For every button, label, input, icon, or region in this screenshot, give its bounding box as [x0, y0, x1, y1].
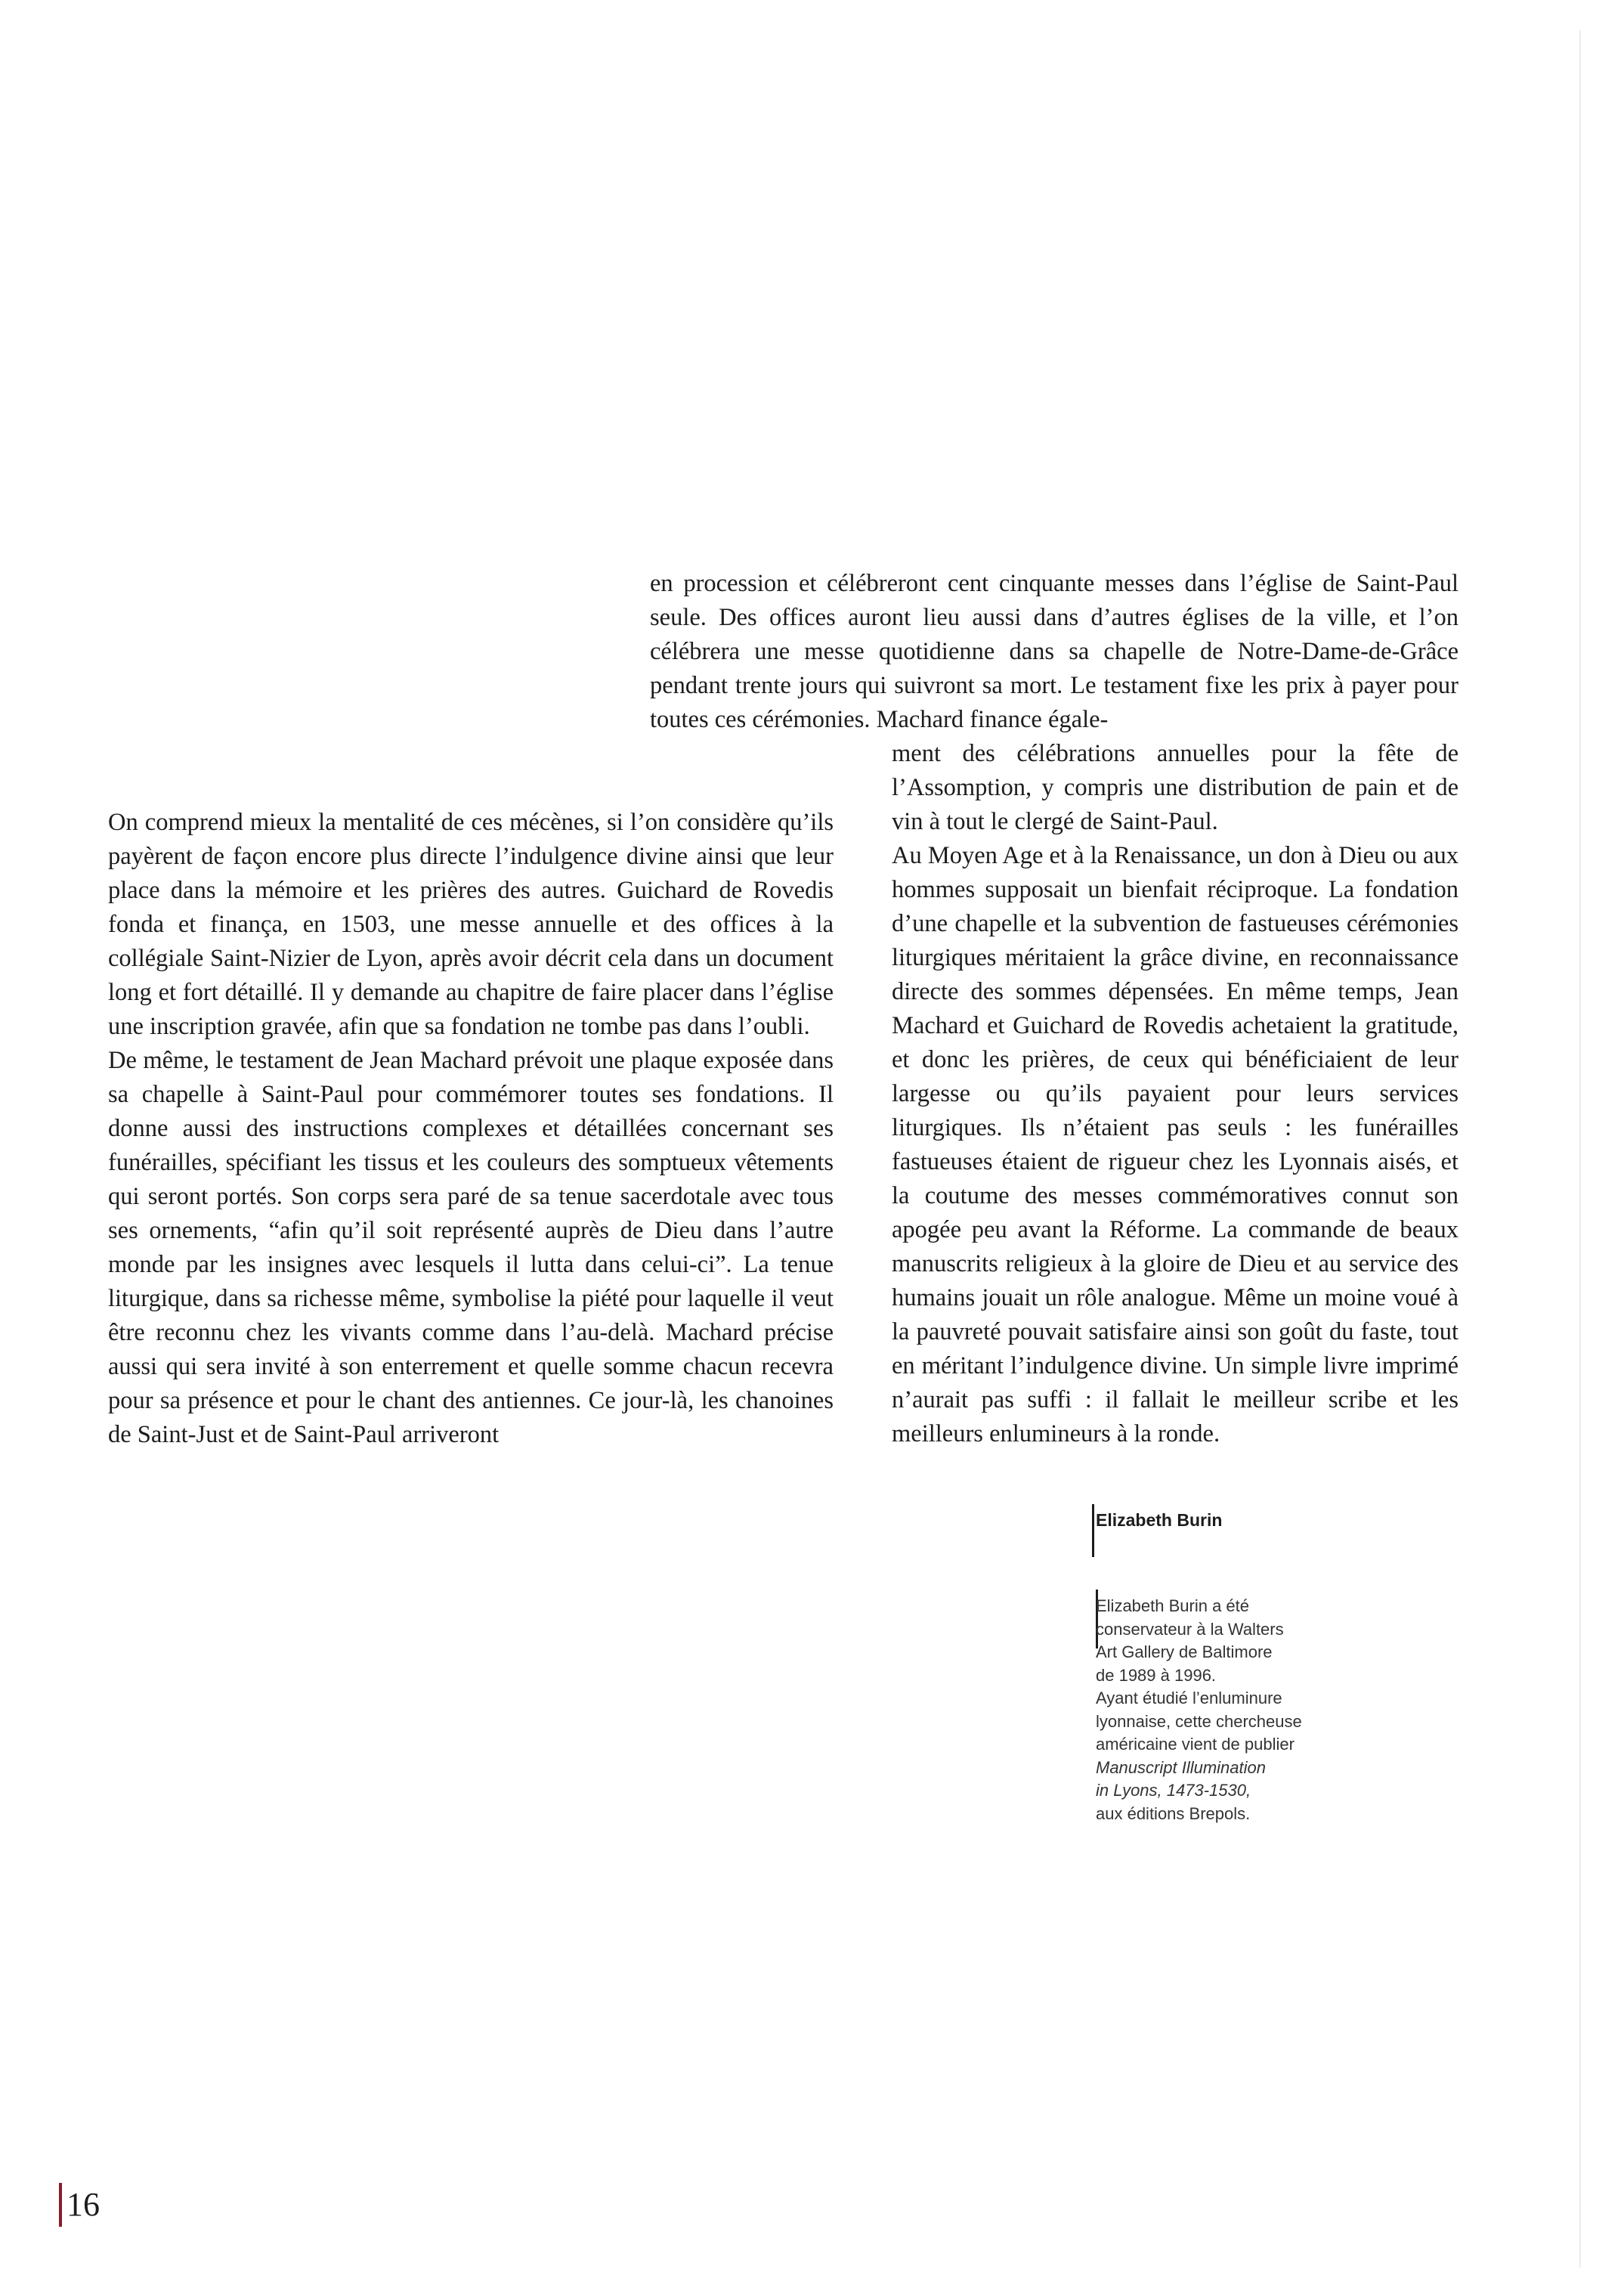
bio-line: Ayant étudié l’enluminure	[1096, 1689, 1282, 1707]
right-paragraph-1: ment des célébrations annuelles pour la fête de l’Assomption, y compris une distribution de pain et de vin à tout le clergé de Saint-Paul.	[892, 740, 1459, 835]
bio-line: aux éditions Brepols.	[1096, 1803, 1251, 1823]
bio-line: américaine vient de publier	[1096, 1735, 1295, 1754]
author-name: Elizabeth Burin	[1096, 1510, 1223, 1530]
bio-book-title: Manuscript Illumination	[1096, 1757, 1266, 1777]
bio-line: conservateur à la Walters	[1096, 1619, 1284, 1639]
bio-line: Art Gallery de Baltimore	[1096, 1642, 1273, 1661]
left-column	[108, 806, 834, 1452]
page-number: 16	[59, 2183, 100, 2227]
left-paragraph-1: On comprend mieux la mentalité de ces mécènes, si l’on considère qu’ils payèrent de façon encore plus directe l’indulgence divine ainsi que leur place dans la mémoire et les prières des autres. Guichard de Rovedis fonda et finança, en 1503, une messe annuelle et des offices à la collégiale Saint-Nizier de Lyon, après avoir décrit cela dans un document long et fort détaillé. Il y demande au chapitre de faire placer dans l’église une inscription gravée, afin que sa fondation ne tombe pas dans l’oubli.	[108, 809, 834, 1040]
author-bio	[1096, 1595, 1368, 1825]
bio-line: lyonnaise, cette chercheuse	[1096, 1711, 1302, 1731]
page-edge-rule	[1579, 30, 1581, 2268]
right-paragraph-2: Au Moyen Age et à la Renaissance, un don à Dieu ou aux hommes supposait un bienfait réciproque. La fondation d’une chapelle et la subvention de fastueuses cérémonies liturgiques méritaient la grâce divine, en reconnaissance directe des sommes dépensées. En même temps, Jean Machard et Guichard de Rovedis achetaient la gratitude, et donc les prières, de ceux qui bénéficiaient de leur largesse ou qu’ils payaient pour leurs services liturgiques. Ils n’étaient pas seuls : les funérailles fastueuses étaient de rigueur chez les Lyonnais aisés, et la coutume des messes commémoratives connut son apogée peu avant la Réforme. La commande de beaux manuscrits religieux à la gloire de Dieu et au service des humains jouait un rôle analogue. Même un moine voué à la pauvreté pouvait satisfaire ainsi son goût du faste, tout en méritant l’indulgence divine. Un simple livre imprimé n’aurait pas suffi : il fallait le meilleur scribe et les meilleurs enlumineurs à la ronde.	[892, 842, 1459, 1447]
right-column	[892, 737, 1459, 1451]
top-paragraph: en procession et célébreront cent cinquante messes dans l’église de Saint-Paul seule. Des offices auront lieu aussi dans d’autres églises de la ville, et l’on célébrera une messe quotidienne dans sa chapelle de Notre-Dame-de-Grâce pendant trente jours qui suivront sa mort. Le testament fixe les prix à payer pour toutes ces cérémonies. Machard finance égale-	[650, 570, 1459, 733]
bio-book-title: in Lyons, 1473-1530,	[1096, 1781, 1251, 1800]
top-text-block	[650, 567, 1459, 737]
bio-line: Elizabeth Burin a été	[1096, 1596, 1250, 1615]
bio-line: de 1989 à 1996.	[1096, 1665, 1217, 1685]
left-paragraph-2: De même, le testament de Jean Machard prévoit une plaque exposée dans sa chapelle à Saint-Paul pour commémorer toutes ses fondations. Il donne aussi des instructions complexes et détaillées concernant ses funérailles, spécifiant les tissus et les couleurs des somptueux vêtements qui seront portés. Son corps sera paré de sa tenue sacerdotale avec tous ses ornements, “afin qu’il soit représenté auprès de Dieu dans l’autre monde par les insignes avec lesquels il lutta dans celui-ci”. La tenue liturgique, dans sa richesse même, symbolise la piété pour laquelle il veut être reconnu chez les vivants comme dans l’au-delà. Machard précise aussi qui sera invité à son enterrement et quelle somme chacun recevra pour sa présence et pour le chant des antiennes. Ce jour-là, les chanoines de Saint-Just et de Saint-Paul arriveront	[108, 1047, 834, 1448]
author-signature	[1092, 1504, 1222, 1557]
